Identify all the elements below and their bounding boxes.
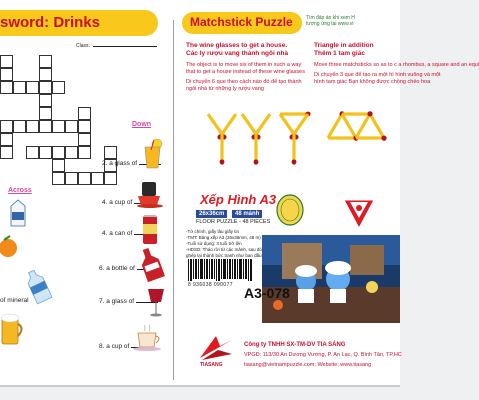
wine-glass-icon	[144, 286, 168, 320]
grid-cell	[52, 172, 65, 185]
grid-cell	[52, 146, 65, 159]
across-clue-mineral: of mineral	[0, 297, 29, 304]
puzzle2-heading: Triangle in addition Thêm 1 tam giác	[314, 42, 374, 57]
puzzle1-heading: The wine glasses to get a house. Các ly rượu vang thành ngôi nhà	[186, 42, 289, 57]
grid-cell	[91, 172, 104, 185]
grid-cell	[0, 81, 13, 94]
grid-cell	[39, 94, 52, 107]
floor-puzzle-label: FLOOR PUZZLE - 48 PIECES	[196, 219, 271, 225]
down-label: Down	[132, 121, 152, 128]
beer-mug-icon	[0, 310, 26, 346]
matchstick-title: Matchstick Puzzle	[190, 15, 293, 29]
floor-puzzle-emblem	[276, 194, 304, 226]
company-contact: tiasang@vietnampuzzle.com; Website: www.tiasang	[244, 362, 372, 368]
grid-cell	[0, 133, 13, 146]
smurfs-puzzle-picture	[262, 235, 400, 323]
grid-cell	[13, 81, 26, 94]
down-clue-4a: 4. a cup of	[102, 199, 156, 206]
grid-cell	[78, 120, 91, 133]
puzzle2-description: Move three matchsticks so as to c a rhombus, a square and an equi Di chuyển 3 que để tạo ra một hì hình vuông và một hình tam giác Bạn không được chồng chéo hoa	[314, 62, 479, 85]
grid-cell	[26, 146, 39, 159]
grid-cell	[39, 55, 52, 68]
juice-glass-icon	[142, 138, 164, 170]
tea-cup-icon	[135, 180, 165, 208]
product-specs: -Tờ chính, giấy lâu giấy tin -TMT: Bảng xếp A3 (26x36mm, 48 m) -Tuổi sử dụng: 3 tuổi trở lên -HDSD: Tháo rời từ các mảnh, sau đó ghép lại thành bức tranh như ban đầu	[186, 229, 262, 258]
class-line	[93, 46, 157, 47]
crossword-title: sword: Drinks	[0, 14, 101, 31]
grid-cell	[39, 120, 52, 133]
down-clue-4b: 4. a can of	[102, 230, 156, 237]
grid-cell	[39, 146, 52, 159]
coffee-cup-icon	[132, 323, 164, 353]
product-brand-title: Xếp Hình A3	[200, 192, 277, 207]
grid-cell	[52, 81, 65, 94]
down-clue-2: 2. a glass of	[102, 160, 161, 167]
grid-cell	[78, 133, 91, 146]
size-badge: 26x36cm	[196, 210, 227, 218]
grid-cell	[39, 81, 52, 94]
grid-cell	[52, 159, 65, 172]
grid-cell	[65, 146, 78, 159]
page-divider	[173, 20, 174, 380]
grid-cell	[65, 120, 78, 133]
grid-cell	[52, 120, 65, 133]
grid-cell	[65, 172, 78, 185]
grid-cell	[0, 146, 13, 159]
tiasang-logo-icon	[196, 332, 236, 362]
milk-carton-icon	[8, 198, 28, 228]
orange-juice-icon	[0, 234, 22, 262]
grid-cell	[104, 172, 117, 185]
matchstick-figures	[196, 108, 400, 168]
grid-cell	[0, 55, 13, 68]
product-code: A3-078	[244, 285, 290, 301]
down-clue-8: 8. a cup of	[99, 343, 153, 350]
grid-cell	[39, 107, 52, 120]
pieces-badge: 48 mảnh	[232, 210, 262, 218]
company-name: Công ty TNHH SX-TM-DV TIA SÁNG	[244, 342, 346, 348]
puzzle1-description: The object is to move six of them in such a way that to get a house instead of these wine glasses Di chuyển 6 que theo cách nào đó để tạo thành ngôi nhà từ những ly rượu vang	[186, 62, 305, 92]
grid-cell	[104, 146, 117, 159]
barcode-number: 8 936038 090077	[188, 282, 233, 288]
company-address: VPGD: 113/30 An Dương Vương, P. An Lạc, Q. Bình Tân, TP.HC	[244, 352, 402, 358]
class-label: Class:	[76, 43, 90, 49]
grid-cell	[26, 120, 39, 133]
water-bottle-icon	[26, 268, 50, 304]
soda-bottle-icon	[136, 246, 166, 284]
soda-can-icon	[141, 214, 159, 246]
tiasang-logo-text: TIASANG	[200, 362, 223, 368]
grid-cell	[78, 107, 91, 120]
grid-cell	[26, 81, 39, 94]
class-field	[76, 43, 157, 49]
grid-cell	[78, 146, 91, 159]
grid-cell	[39, 68, 52, 81]
quality-award-icon	[338, 196, 380, 230]
grid-cell	[78, 172, 91, 185]
answer-note: Tìm đáp án khi xem H tương ứng tại www.vi	[306, 15, 355, 27]
grid-cell	[13, 120, 26, 133]
grid-cell	[0, 68, 13, 81]
down-clue-6: 6. a bottle of	[99, 265, 159, 272]
grid-cell	[0, 120, 13, 133]
across-label: Across	[8, 187, 32, 194]
barcode	[186, 258, 254, 282]
down-clue-7: 7. a glass of	[99, 298, 158, 305]
